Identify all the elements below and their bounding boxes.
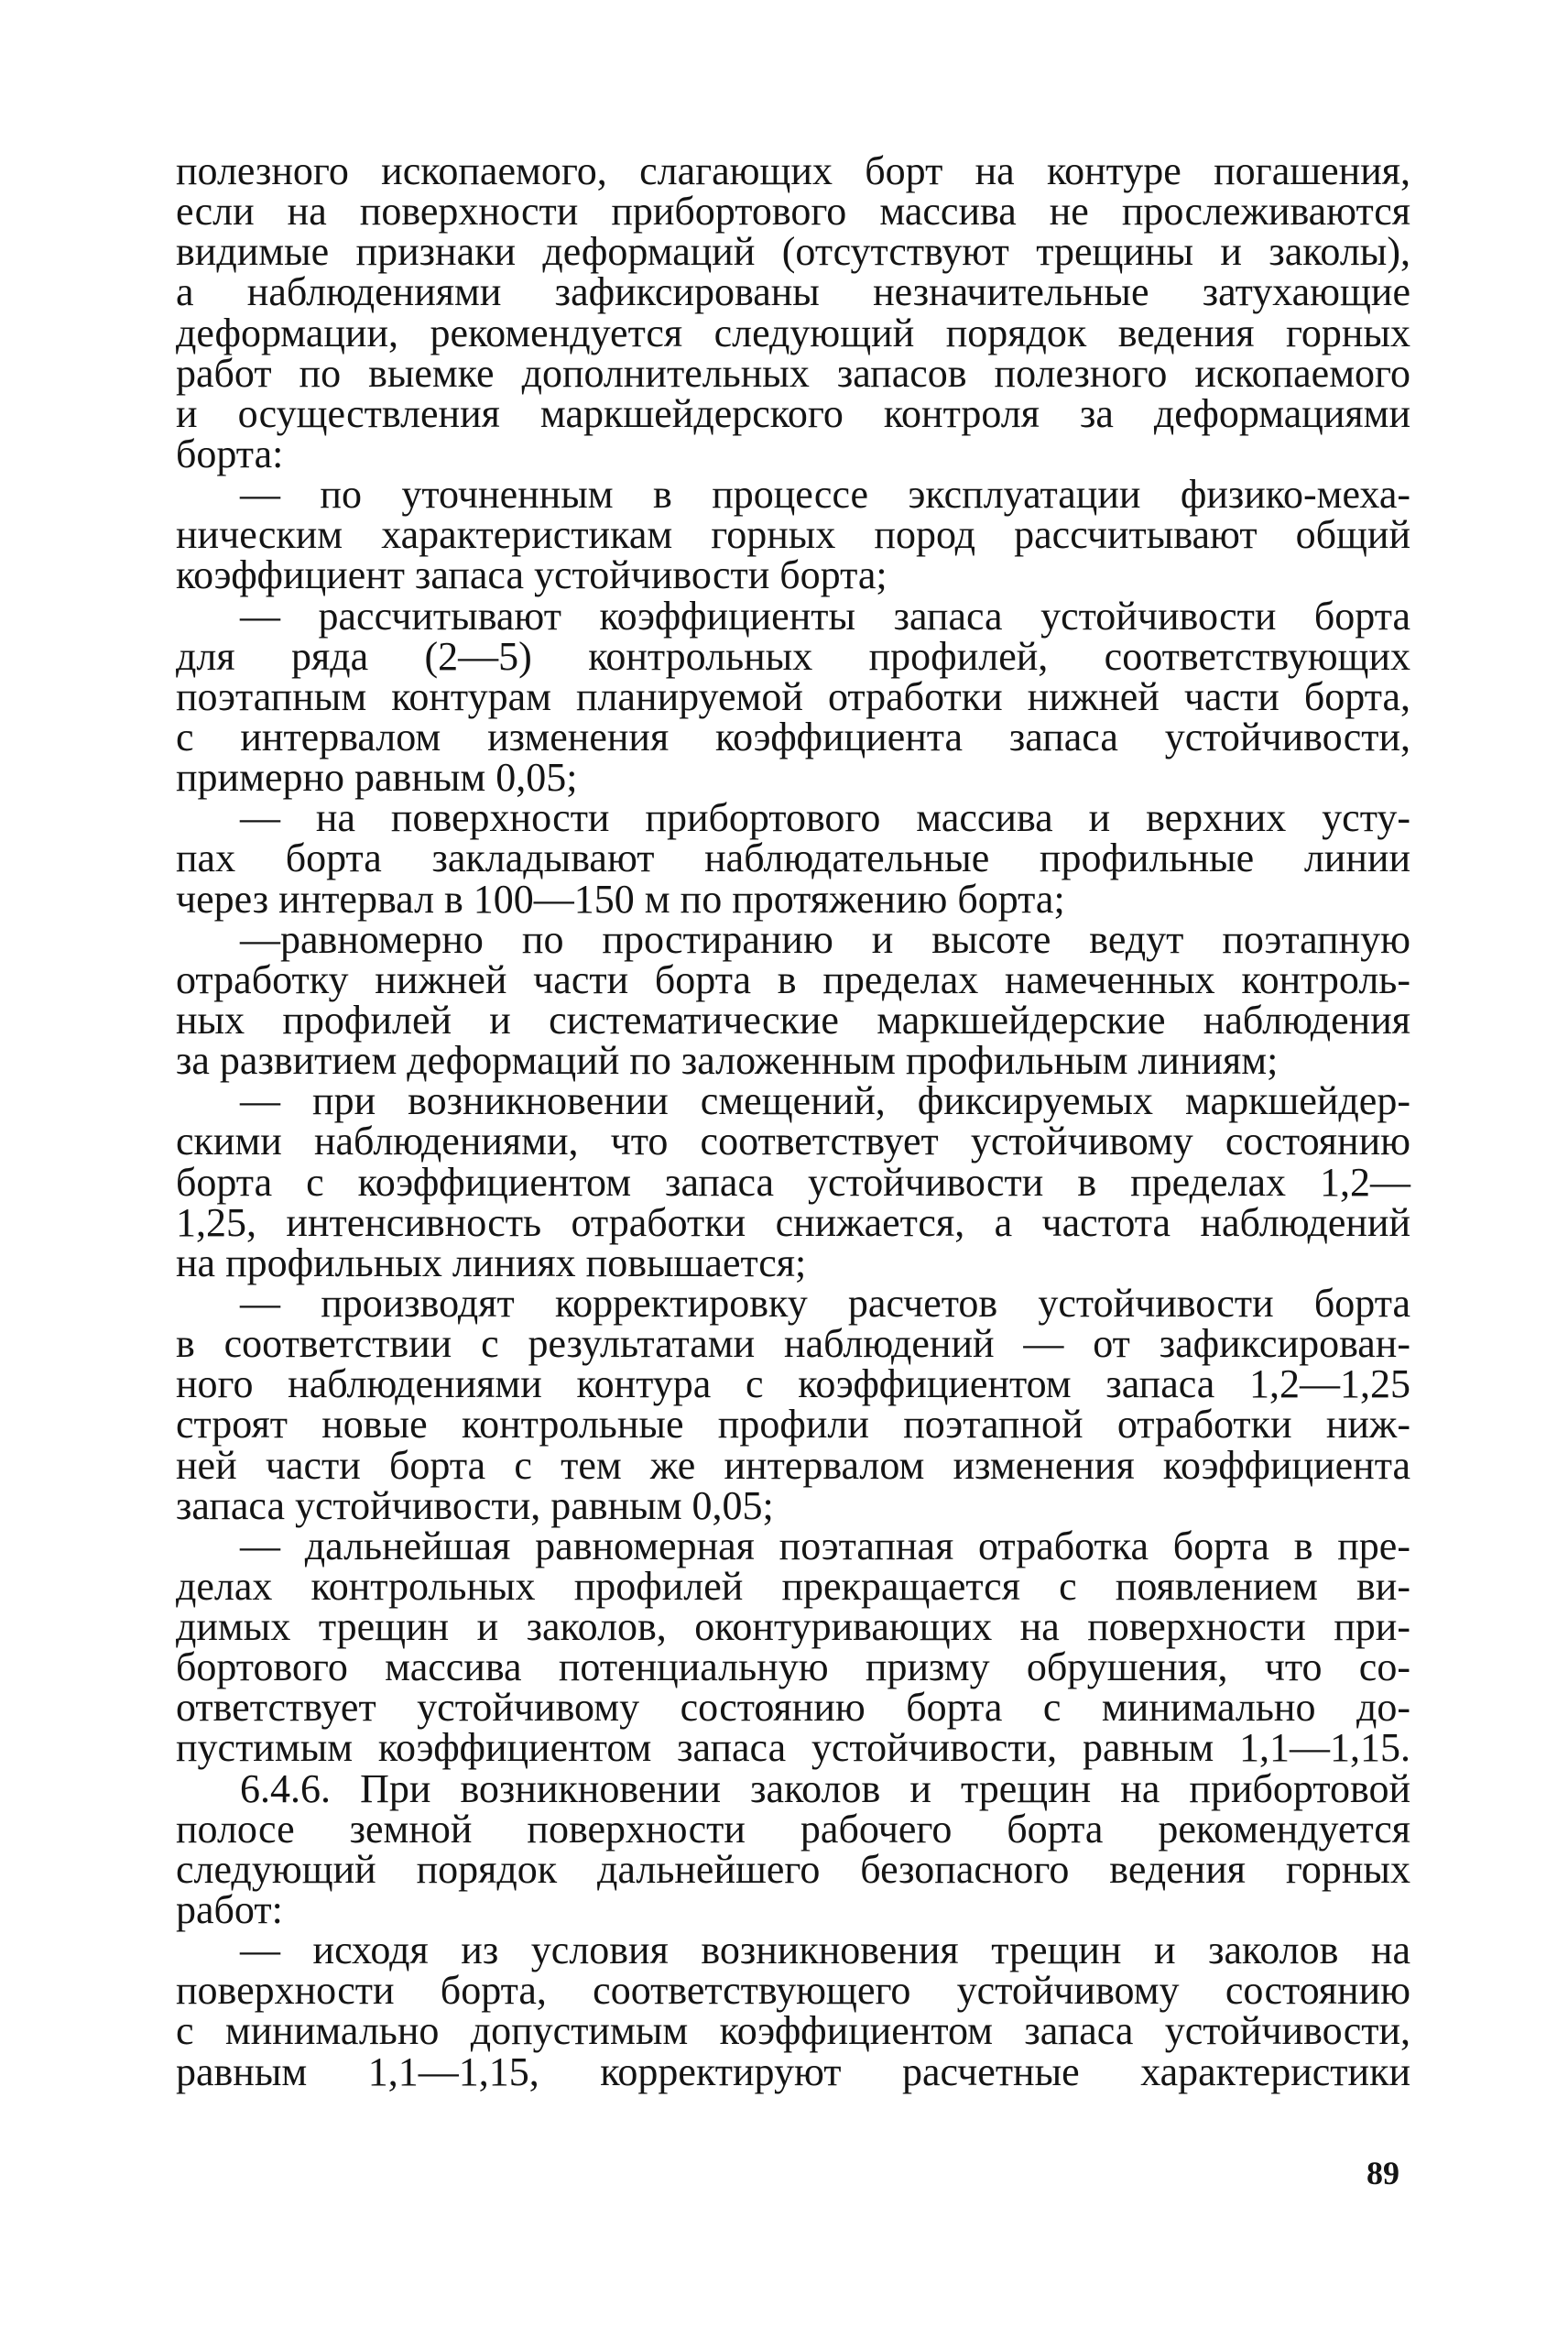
- text-line: ных профилей и систематические маркшейдерские наблюдения: [176, 997, 1410, 1043]
- text-line: полосе земной поверхности рабочего борта рекомендуется: [176, 1806, 1410, 1852]
- text-line: пустимым коэффициентом запаса устойчивости, равным 1,1—1,15.: [176, 1725, 1410, 1771]
- text-line: а наблюдениями зафиксированы незначительные затухающие: [176, 269, 1410, 315]
- text-line: ответствует устойчивому состоянию борта с минимально до-: [176, 1685, 1410, 1731]
- text-line: поэтапным контурам планируемой отработки нижней части борта,: [176, 673, 1410, 719]
- text-line: — рассчитывают коэффициенты запаса устойчивости борта: [240, 593, 1410, 639]
- text-line: строят новые контрольные профили поэтапной отработки ниж-: [176, 1402, 1410, 1448]
- text-line: работ:: [176, 1887, 283, 1933]
- text-line: 6.4.6. При возникновении заколов и трещин на прибортовой: [240, 1765, 1410, 1811]
- text-line: пах борта закладывают наблюдательные профильные линии: [176, 836, 1410, 881]
- text-line: поверхности борта, соответствующего устойчивому состоянию: [176, 1968, 1410, 2014]
- text-line: деформации, рекомендуется следующий порядок ведения горных: [176, 310, 1410, 355]
- text-line: за развитием деформаций по заложенным профильным линиям;: [176, 1038, 1279, 1084]
- text-line: с интервалом изменения коэффициента запаса устойчивости,: [176, 714, 1410, 759]
- text-line: с минимально допустимым коэффициентом запаса устойчивости,: [176, 2008, 1410, 2054]
- text-line: ней части борта с тем же интервалом изменения коэффициента: [176, 1442, 1410, 1488]
- text-line: борта с коэффициентом запаса устойчивости в пределах 1,2—: [176, 1159, 1410, 1205]
- text-line: 1,25, интенсивность отработки снижается, а частота наблюдений: [176, 1199, 1410, 1245]
- text-line: на профильных линиях повышается;: [176, 1240, 807, 1285]
- text-line: если на поверхности прибортового массива не прослеживаются: [176, 189, 1410, 235]
- text-line: —равномерно по простиранию и высоте ведут поэтапную: [240, 916, 1410, 962]
- text-line: запаса устойчивости, равным 0,05;: [176, 1482, 774, 1528]
- text-line: ническим характеристикам горных пород рассчитывают общий: [176, 512, 1410, 558]
- text-line: — исходя из условия возникновения трещин и заколов на: [240, 1928, 1410, 1973]
- text-line: — дальнейшая равномерная поэтапная отработка борта в пре-: [240, 1523, 1410, 1568]
- text-line: равным 1,1—1,15, корректируют расчетные характеристики: [176, 2048, 1410, 2094]
- text-line: коэффициент запаса устойчивости борта;: [176, 552, 887, 598]
- text-line: — по уточненным в процессе эксплуатации физико-меха-: [240, 472, 1410, 518]
- text-line: бортового массива потенциальную призму обрушения, что со-: [176, 1644, 1410, 1690]
- text-line: димых трещин и заколов, оконтуривающих на поверхности при-: [176, 1604, 1410, 1650]
- text-line: в соответствии с результатами наблюдений — от зафиксирован-: [176, 1321, 1410, 1367]
- text-line: скими наблюдениями, что соответствует устойчивому состоянию: [176, 1119, 1410, 1164]
- text-line: и осуществления маркшейдерского контроля за деформациями: [176, 390, 1410, 436]
- text-line: следующий порядок дальнейшего безопасного ведения горных: [176, 1846, 1410, 1892]
- text-line: — производят корректировку расчетов устойчивости борта: [240, 1280, 1410, 1326]
- text-line: примерно равным 0,05;: [176, 755, 578, 801]
- page-body: [176, 148, 1410, 2094]
- text-line: делах контрольных профилей прекращается с появлением ви-: [176, 1563, 1410, 1609]
- page-number: 89: [1367, 2155, 1399, 2191]
- text-line: отработку нижней части борта в пределах намеченных контроль-: [176, 956, 1410, 1002]
- text-line: для ряда (2—5) контрольных профилей, соответствующих: [176, 633, 1410, 679]
- text-line: через интервал в 100—150 м по протяжению борта;: [176, 876, 1065, 922]
- text-line: работ по выемке дополнительных запасов полезного ископаемого: [176, 350, 1410, 396]
- text-line: борта:: [176, 431, 284, 476]
- text-line: полезного ископаемого, слагающих борт на контуре погашения,: [176, 148, 1410, 193]
- text-line: ного наблюдениями контура с коэффициентом запаса 1,2—1,25: [176, 1361, 1410, 1407]
- text-line: — на поверхности прибортового массива и верхних усту-: [240, 795, 1410, 841]
- text-line: — при возникновении смещений, фиксируемых маркшейдер-: [240, 1078, 1410, 1124]
- text-line: видимые признаки деформаций (отсутствуют трещины и заколы),: [176, 229, 1410, 275]
